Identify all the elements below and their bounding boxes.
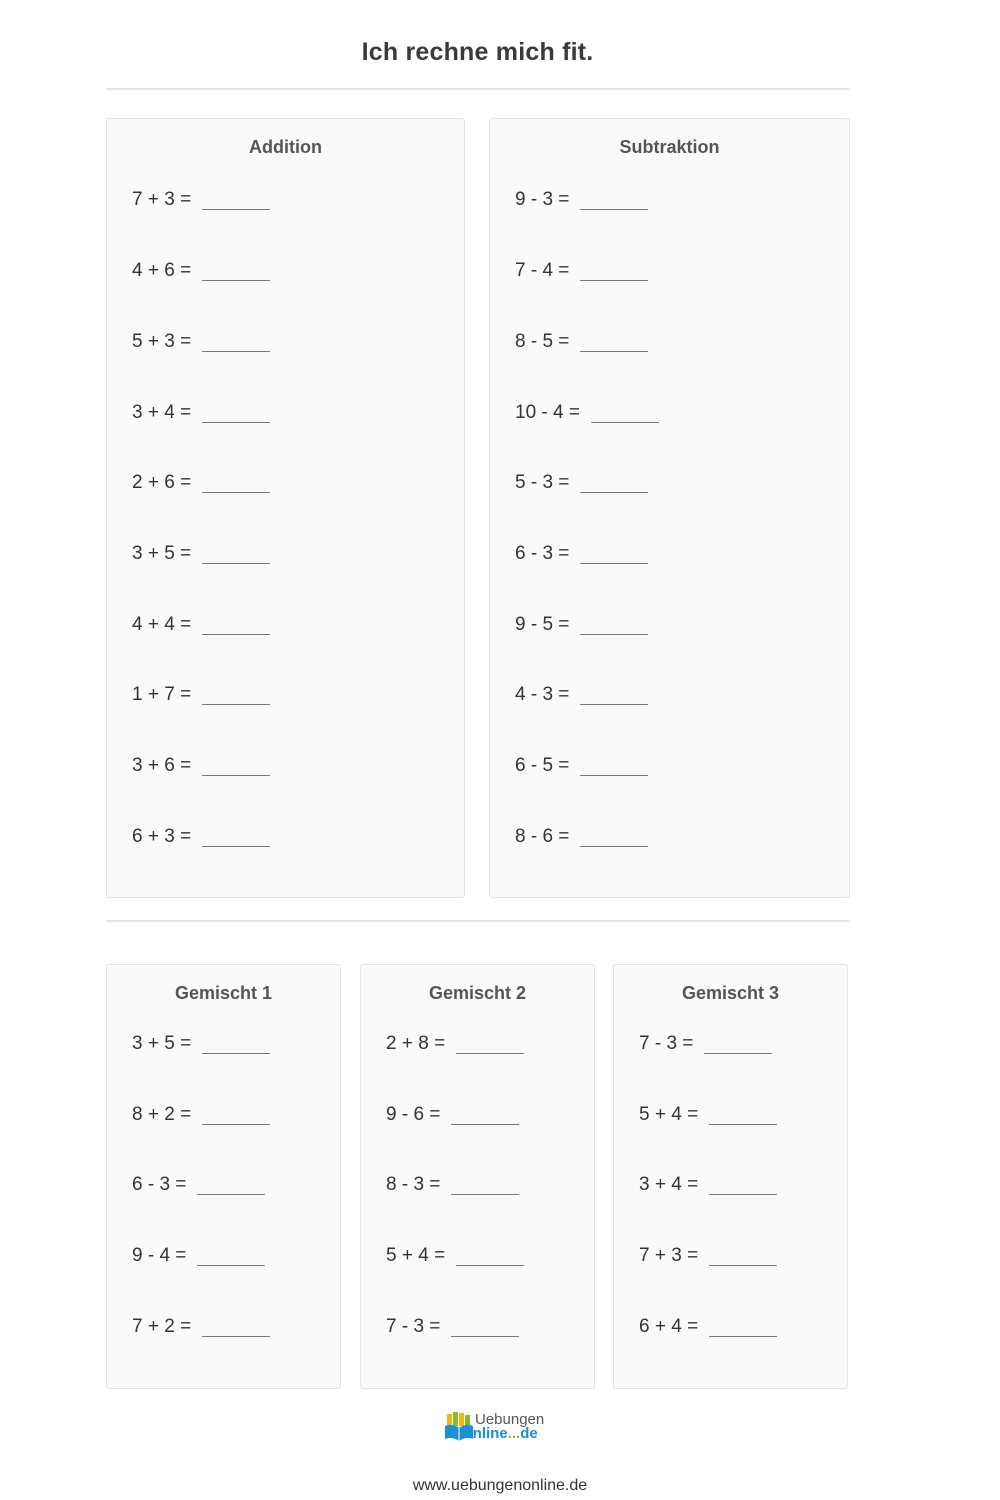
answer-blank — [580, 614, 648, 635]
mixed-2-card — [360, 964, 595, 1389]
answer-blank — [580, 472, 648, 493]
answer-blank — [202, 1316, 270, 1337]
problem-row — [515, 614, 648, 638]
logo-text-dots: ... — [507, 1425, 521, 1442]
equation: 3 + 5 = — [132, 543, 192, 564]
equation: 5 + 4 = — [639, 1104, 699, 1125]
problem-row — [515, 472, 648, 496]
problem-row — [639, 1033, 772, 1057]
problem-row — [132, 331, 270, 355]
answer-blank — [202, 1033, 270, 1054]
equation: 8 - 5 = — [515, 331, 570, 352]
problem-row — [515, 402, 659, 426]
middle-divider — [106, 920, 850, 922]
answer-blank — [580, 755, 648, 776]
problem-row — [132, 1316, 270, 1340]
addition-card — [106, 118, 465, 898]
equation: 9 - 3 = — [515, 189, 570, 210]
footer-url: www.uebungenonline.de — [412, 1477, 588, 1494]
answer-blank — [709, 1104, 777, 1125]
answer-blank — [591, 402, 659, 423]
equation: 7 + 3 = — [639, 1245, 699, 1266]
equation: 7 + 3 = — [132, 189, 192, 210]
answer-blank — [704, 1033, 772, 1054]
answer-blank — [451, 1316, 519, 1337]
problem-row — [132, 1033, 270, 1057]
problem-row — [639, 1104, 777, 1128]
logo-text-line2 — [461, 1426, 538, 1442]
card-title-mixed-3: Gemischt 3 — [681, 983, 780, 1003]
answer-blank — [709, 1316, 777, 1337]
equation: 10 - 4 = — [515, 402, 580, 423]
problem-row — [132, 614, 270, 638]
equation: 6 - 3 = — [515, 543, 570, 564]
card-title-mixed-2: Gemischt 2 — [428, 983, 527, 1003]
worksheet-title: Ich rechne mich fit. — [361, 38, 594, 66]
equation: 6 + 4 = — [639, 1316, 699, 1337]
equation: 5 + 3 = — [132, 331, 192, 352]
answer-blank — [580, 260, 648, 281]
problem-row — [386, 1316, 519, 1340]
answer-blank — [580, 543, 648, 564]
problem-row — [515, 260, 648, 284]
answer-blank — [202, 472, 270, 493]
answer-blank — [580, 189, 648, 210]
problem-row — [386, 1174, 519, 1198]
answer-blank — [580, 826, 648, 847]
mixed-1-card — [106, 964, 341, 1389]
problem-row — [639, 1245, 777, 1269]
equation: 3 + 6 = — [132, 755, 192, 776]
answer-blank — [202, 189, 270, 210]
answer-blank — [202, 331, 270, 352]
card-title-mixed-1: Gemischt 1 — [174, 983, 273, 1003]
equation: 3 + 4 = — [132, 402, 192, 423]
equation: 4 + 6 = — [132, 260, 192, 281]
equation: 6 - 5 = — [515, 755, 570, 776]
equation: 7 - 3 = — [386, 1316, 441, 1337]
subtraction-card — [489, 118, 850, 898]
equation: 1 + 7 = — [132, 684, 192, 705]
problem-row — [386, 1033, 524, 1057]
equation: 9 - 5 = — [515, 614, 570, 635]
answer-blank — [197, 1245, 265, 1266]
problem-row — [132, 755, 270, 779]
equation: 5 + 4 = — [386, 1245, 446, 1266]
answer-blank — [456, 1245, 524, 1266]
logo-text-tld: de — [520, 1425, 538, 1442]
card-title-addition: Addition — [249, 137, 322, 157]
equation: 2 + 6 = — [132, 472, 192, 493]
answer-blank — [202, 402, 270, 423]
top-divider — [106, 88, 850, 90]
equation: 7 - 4 = — [515, 260, 570, 281]
answer-blank — [197, 1174, 265, 1195]
equation: 3 + 4 = — [639, 1174, 699, 1195]
problem-row — [639, 1174, 777, 1198]
problem-row — [132, 402, 270, 426]
answer-blank — [580, 331, 648, 352]
problem-row — [515, 189, 648, 213]
equation: 9 - 4 = — [132, 1245, 187, 1266]
problem-row — [132, 826, 270, 850]
answer-blank — [202, 684, 270, 705]
logo-text-online: Online — [461, 1425, 508, 1442]
equation: 6 - 3 = — [132, 1174, 187, 1195]
equation: 4 - 3 = — [515, 684, 570, 705]
logo-text-line1: Uebungen — [475, 1411, 545, 1428]
problem-row — [132, 1174, 265, 1198]
answer-blank — [202, 260, 270, 281]
uebungenonline-logo — [444, 1412, 564, 1444]
problem-row — [386, 1104, 519, 1128]
equation: 4 + 4 = — [132, 614, 192, 635]
equation: 8 - 6 = — [515, 826, 570, 847]
answer-blank — [709, 1245, 777, 1266]
problem-row — [515, 826, 648, 850]
answer-blank — [456, 1033, 524, 1054]
answer-blank — [580, 684, 648, 705]
answer-blank — [709, 1174, 777, 1195]
problem-row — [132, 1104, 270, 1128]
equation: 3 + 5 = — [132, 1033, 192, 1054]
equation: 9 - 6 = — [386, 1104, 441, 1125]
answer-blank — [202, 614, 270, 635]
problem-row — [132, 684, 270, 708]
answer-blank — [202, 826, 270, 847]
answer-blank — [451, 1104, 519, 1125]
problem-row — [132, 1245, 265, 1269]
answer-blank — [451, 1174, 519, 1195]
equation: 8 - 3 = — [386, 1174, 441, 1195]
equation: 8 + 2 = — [132, 1104, 192, 1125]
equation: 5 - 3 = — [515, 472, 570, 493]
problem-row — [515, 684, 648, 708]
answer-blank — [202, 755, 270, 776]
equation: 7 + 2 = — [132, 1316, 192, 1337]
problem-row — [639, 1316, 777, 1340]
problem-row — [515, 331, 648, 355]
problem-row — [132, 543, 270, 567]
problem-row — [132, 189, 270, 213]
problem-row — [132, 260, 270, 284]
equation: 6 + 3 = — [132, 826, 192, 847]
equation: 2 + 8 = — [386, 1033, 446, 1054]
problem-row — [515, 755, 648, 779]
problem-row — [515, 543, 648, 567]
card-title-subtraction: Subtraktion — [619, 137, 720, 157]
problem-row — [132, 472, 270, 496]
mixed-3-card — [613, 964, 848, 1389]
equation: 7 - 3 = — [639, 1033, 694, 1054]
problem-row — [386, 1245, 524, 1269]
answer-blank — [202, 543, 270, 564]
answer-blank — [202, 1104, 270, 1125]
